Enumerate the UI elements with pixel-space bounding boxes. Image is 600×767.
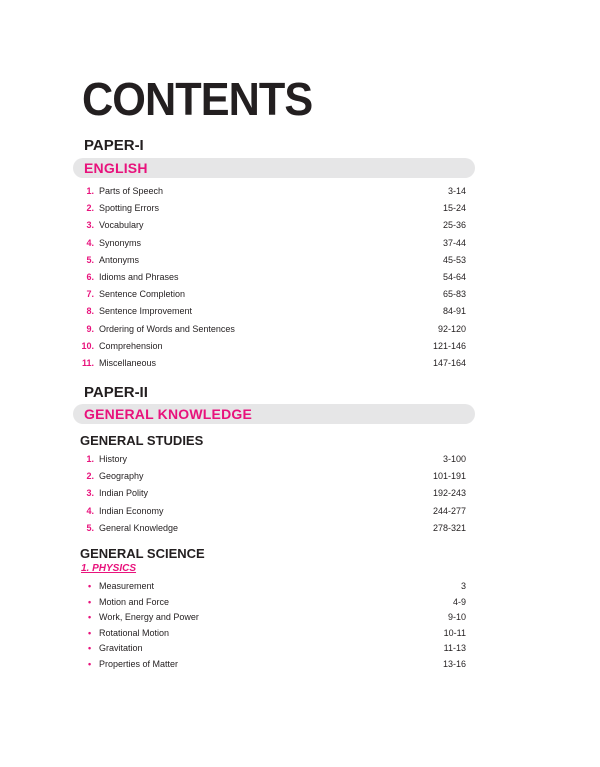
toc-row[interactable] bbox=[78, 235, 466, 252]
general-knowledge-band-label: GENERAL KNOWLEDGE bbox=[84, 406, 253, 422]
toc-pages: 15-24 bbox=[442, 203, 466, 214]
toc-number: 4. bbox=[86, 237, 94, 248]
toc-number: 7. bbox=[86, 289, 94, 300]
english-toc-list bbox=[78, 183, 466, 372]
toc-number: 11. bbox=[81, 357, 94, 368]
english-band-label: ENGLISH bbox=[84, 160, 148, 176]
toc-label: Parts of Speech bbox=[99, 186, 164, 196]
general-knowledge-band bbox=[73, 404, 475, 424]
english-band bbox=[73, 158, 475, 178]
toc-label: Miscellaneous bbox=[99, 357, 157, 368]
toc-pages: 45-53 bbox=[442, 254, 466, 265]
toc-pages: 4-9 bbox=[452, 596, 466, 607]
toc-pages: 3 bbox=[460, 581, 466, 591]
toc-label: Vocabulary bbox=[99, 220, 144, 231]
toc-row[interactable] bbox=[78, 468, 466, 485]
toc-number: 4. bbox=[86, 505, 94, 516]
toc-number: 10. bbox=[81, 340, 94, 351]
toc-label: Sentence Completion bbox=[99, 289, 186, 300]
toc-pages: 11-13 bbox=[443, 643, 466, 654]
general-studies-toc-list bbox=[78, 451, 466, 537]
toc-pages: 3-100 bbox=[442, 454, 466, 464]
toc-number: 6. bbox=[86, 271, 94, 282]
toc-label: Geography bbox=[99, 471, 144, 482]
toc-number: 2. bbox=[86, 203, 94, 214]
toc-label: Synonyms bbox=[99, 237, 142, 248]
bullet-icon: • bbox=[88, 658, 92, 669]
toc-label: Idioms and Phrases bbox=[99, 271, 179, 282]
toc-label: Antonyms bbox=[99, 254, 140, 265]
toc-row[interactable] bbox=[78, 485, 466, 502]
toc-pages: 3-14 bbox=[447, 186, 466, 196]
toc-number: 5. bbox=[86, 254, 94, 265]
bullet-icon: • bbox=[88, 612, 92, 623]
bullet-icon: • bbox=[88, 581, 92, 591]
toc-pages: 54-64 bbox=[442, 271, 466, 282]
toc-row[interactable] bbox=[88, 641, 466, 657]
toc-number: 3. bbox=[86, 488, 94, 499]
toc-row[interactable] bbox=[88, 610, 466, 626]
toc-row[interactable] bbox=[78, 503, 466, 520]
bullet-icon: • bbox=[88, 596, 92, 607]
bullet-icon: • bbox=[88, 643, 92, 654]
toc-row[interactable] bbox=[88, 595, 466, 611]
toc-row[interactable] bbox=[78, 252, 466, 269]
toc-label: Rotational Motion bbox=[99, 627, 170, 638]
toc-row[interactable] bbox=[78, 451, 466, 468]
toc-number: 9. bbox=[86, 323, 94, 334]
toc-label: Measurement bbox=[99, 581, 155, 591]
toc-pages: 278-321 bbox=[432, 522, 466, 533]
toc-pages: 92-120 bbox=[437, 323, 466, 334]
toc-pages: 84-91 bbox=[442, 306, 466, 317]
toc-label: Spotting Errors bbox=[99, 203, 160, 214]
toc-row[interactable] bbox=[78, 217, 466, 234]
toc-label: History bbox=[99, 454, 128, 464]
toc-pages: 121-146 bbox=[432, 340, 466, 351]
toc-pages: 25-36 bbox=[442, 220, 466, 231]
toc-row[interactable] bbox=[78, 183, 466, 200]
paper-2-heading: PAPER-II bbox=[84, 384, 148, 401]
toc-row[interactable] bbox=[88, 626, 466, 642]
toc-pages: 10-11 bbox=[443, 627, 466, 638]
toc-number: 2. bbox=[86, 471, 94, 482]
toc-number: 3. bbox=[86, 220, 94, 231]
toc-number: 8. bbox=[86, 306, 94, 317]
toc-label: Work, Energy and Power bbox=[99, 612, 199, 623]
toc-row[interactable] bbox=[78, 269, 466, 286]
physics-toc-list bbox=[88, 579, 466, 673]
toc-label: General Knowledge bbox=[99, 522, 179, 533]
toc-label: Gravitation bbox=[99, 643, 143, 654]
toc-label: Indian Economy bbox=[99, 505, 164, 516]
toc-label: Indian Polity bbox=[99, 488, 149, 499]
toc-number: 1. bbox=[86, 454, 94, 464]
general-science-heading: GENERAL SCIENCE bbox=[80, 546, 205, 561]
toc-row[interactable] bbox=[78, 321, 466, 338]
toc-label: Comprehension bbox=[99, 340, 163, 351]
toc-row[interactable] bbox=[78, 303, 466, 320]
toc-pages: 65-83 bbox=[442, 289, 466, 300]
toc-row[interactable] bbox=[78, 520, 466, 537]
paper-1-heading: PAPER-I bbox=[84, 137, 144, 154]
toc-pages: 9-10 bbox=[447, 612, 466, 623]
toc-row[interactable] bbox=[78, 286, 466, 303]
toc-pages: 37-44 bbox=[442, 237, 466, 248]
toc-row[interactable] bbox=[88, 657, 466, 673]
toc-row[interactable] bbox=[78, 200, 466, 217]
toc-number: 1. bbox=[86, 186, 94, 196]
toc-row[interactable] bbox=[78, 355, 466, 372]
toc-number: 5. bbox=[86, 522, 94, 533]
page-title: CONTENTS bbox=[82, 73, 313, 125]
physics-heading[interactable]: 1. PHYSICS bbox=[81, 563, 137, 574]
toc-label: Motion and Force bbox=[99, 596, 170, 607]
toc-label: Ordering of Words and Sentences bbox=[99, 323, 235, 334]
toc-row[interactable] bbox=[78, 338, 466, 355]
toc-row[interactable] bbox=[88, 579, 466, 595]
toc-pages: 13-16 bbox=[442, 658, 466, 669]
toc-pages: 101-191 bbox=[432, 471, 466, 482]
toc-label: Properties of Matter bbox=[99, 658, 179, 669]
bullet-icon: • bbox=[88, 627, 92, 638]
toc-pages: 192-243 bbox=[432, 488, 466, 499]
toc-pages: 147-164 bbox=[432, 357, 466, 368]
general-studies-heading: GENERAL STUDIES bbox=[80, 433, 204, 448]
toc-label: Sentence Improvement bbox=[99, 306, 193, 317]
toc-pages: 244-277 bbox=[432, 505, 466, 516]
